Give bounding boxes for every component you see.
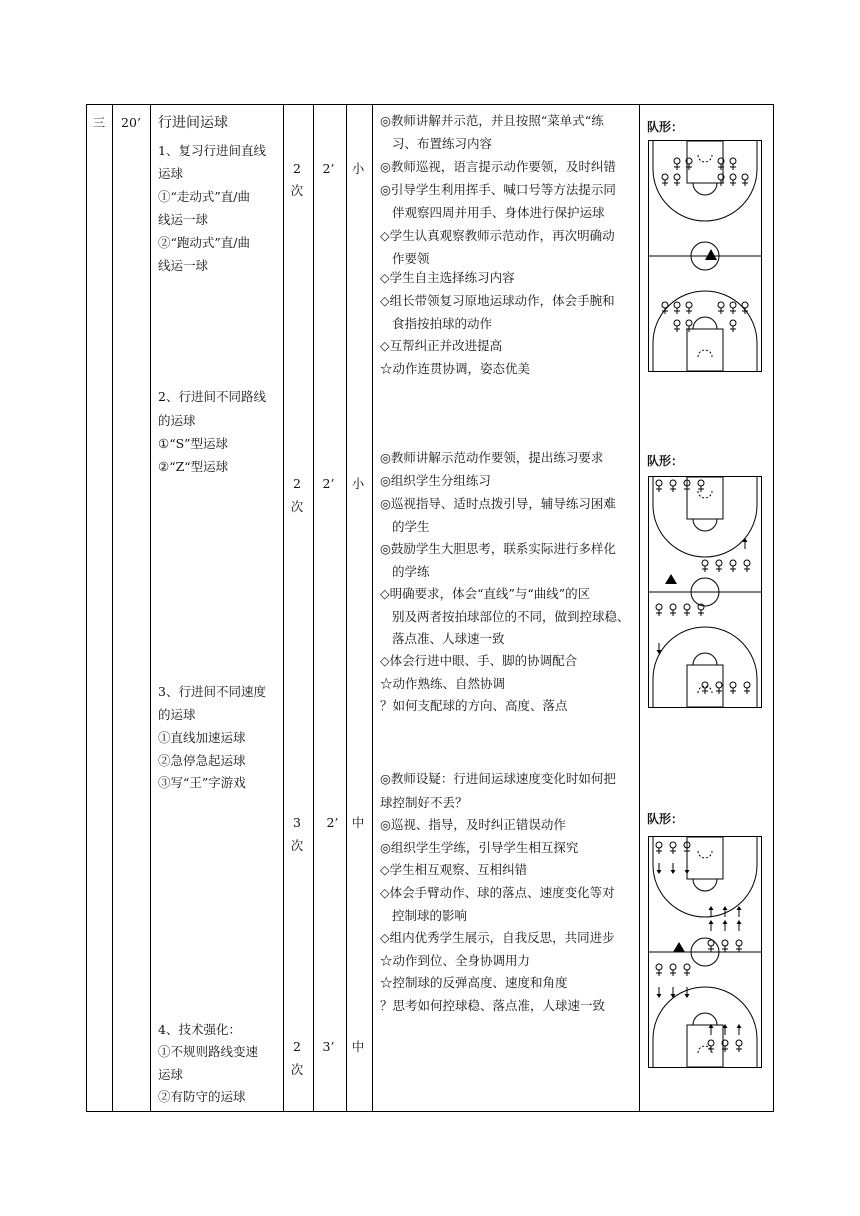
activity-line: ◎巡视指导、适时点拨引导，辅导练习困难 [380,496,616,511]
section-number: 三 [92,115,106,130]
column-divider [639,105,640,1111]
content-line: 的运球 [158,707,196,722]
part1-intensity: 小 [351,161,365,176]
movement-arrow-icon [657,863,742,1035]
part4-count-unit: 次 [290,1062,304,1077]
part1-duration: 2’ [322,161,335,176]
part2-intensity: 小 [351,476,365,491]
part4-duration: 3’ [322,1039,335,1054]
part2-count-unit: 次 [290,499,304,514]
column-divider [372,105,373,1111]
basketball-court-icon [649,141,761,371]
activity-line: ◎教师讲解示范动作要领，提出练习要求 [380,450,604,465]
content-line: 4、技术强化： [158,1022,241,1037]
column-divider [313,105,314,1111]
activity-line: 伴观察四周并用手、身体进行保护运球 [392,205,605,220]
activity-line: ◇互帮纠正并改进提高 [380,338,503,353]
basketball-court-icon [649,477,761,707]
content-line: 线运一球 [158,258,209,273]
activity-line: ◎巡视、指导，及时纠正错误动作 [380,817,566,832]
content-line: 运球 [158,1067,184,1082]
activity-line: 的学练 [392,564,430,579]
content-line: ②有防守的运球 [158,1089,246,1104]
activity-line: ◎组织学生学练，引导学生相互探究 [380,840,579,855]
activity-line: ☆动作连贯协调，姿态优美 [380,361,531,376]
part2-formation-label: 队形： [647,454,684,468]
activity-line: ◎鼓励学生大胆思考，联系实际进行多样化 [380,541,616,556]
activity-line: ◇学生相互观察、互相纠错 [380,862,528,877]
part3-intensity: 中 [351,815,365,830]
section-title: 行进间运球 [158,115,228,131]
formation-diagram-3 [648,836,762,1068]
content-line: 的运球 [158,413,196,428]
content-line: ②“Z“型运球 [158,459,229,474]
activity-line: ◇学生自主选择练习内容 [380,270,515,285]
activity-line: ◇组长带领复习原地运球动作，体会手腕和 [380,293,615,308]
content-line: 3、行进间不同速度 [158,684,266,699]
content-line: 1、复习行进间直线 [158,143,266,158]
activity-line: 落点准、人球速一致 [392,631,505,646]
activity-line: 食指按拍球的动作 [392,316,493,331]
column-divider [150,105,151,1111]
part4-count-number: 2 [293,1039,301,1054]
teacher-triangle-icon [705,249,717,260]
part3-duration: 2’ [326,815,339,830]
activity-line: ◎引导学生利用挥手、喊口号等方法提示同 [380,182,616,197]
activity-line: ◎组织学生分组练习 [380,473,491,488]
content-line: ②急停急起运球 [158,753,246,768]
activity-line: ？如何支配球的方向、高度、落点 [380,698,568,713]
activity-line: ？思考如何控球稳、落点准，人球速一致 [380,998,606,1013]
activity-line: 作要领 [392,251,430,266]
content-line: 线运一球 [158,212,209,227]
basketball-court-icon [649,837,761,1067]
student-figure-icon [662,158,748,332]
formation-diagram-1 [648,140,762,372]
teacher-triangle-icon [673,942,685,952]
activity-line: ◎教师巡视，语言提示动作要领，及时纠错 [380,159,616,174]
part1-formation-label: 队形： [647,120,684,134]
teacher-triangle-icon [665,574,677,584]
activity-line: 球控制好不丢？ [380,795,468,810]
content-line: ①“S”型运球 [158,436,229,451]
section-time: 20’ [121,115,141,130]
column-divider [283,105,284,1111]
content-line: ②“跑动式”直/曲 [158,235,250,250]
student-figure-icon [656,842,742,1052]
column-divider [112,105,113,1111]
student-figure-icon [656,480,750,694]
part3-count-unit: 次 [290,838,304,853]
activity-line: 习、布置练习内容 [392,136,493,151]
formation-diagram-2 [648,476,762,708]
activity-line: ☆控制球的反弹高度、速度和角度 [380,975,568,990]
activity-line: ◇学生认真观察教师示范动作，再次明确动 [380,228,615,243]
movement-arrow-icon [657,538,748,654]
part4-intensity: 中 [351,1039,365,1054]
part2-duration: 2’ [322,476,335,491]
content-line: ①不规则路线变速 [158,1044,259,1059]
content-line: ①“走动式”直/曲 [158,189,250,204]
activity-line: ☆动作到位、全身协调用力 [380,953,531,968]
part3-count-number: 3 [293,815,301,830]
activity-line: ◎教师设疑：行进间运球速度变化时如何把 [380,771,616,786]
activity-line: ☆动作熟练、自然协调 [380,676,506,691]
activity-line: ◎教师讲解并示范，并且按照“菜单式“练 [380,113,604,128]
part3-formation-label: 队形： [647,812,684,826]
column-divider [346,105,347,1111]
part1-count-number: 2 [293,161,301,176]
part2-count-number: 2 [293,476,301,491]
activity-line: ◇明确要求，体会“直线”与“曲线”的区 [380,586,591,601]
activity-line: ◇体会手臂动作、球的落点、速度变化等对 [380,885,615,900]
activity-line: 别及两者按拍球部位的不同，做到控球稳、 [392,609,630,624]
part1-count-unit: 次 [290,183,304,198]
activity-line: 的学生 [392,519,430,534]
content-line: 2、行进间不同路线 [158,389,266,404]
content-line: 运球 [158,166,184,181]
content-line: ③写“王”字游戏 [158,775,246,790]
activity-line: ◇体会行进中眼、手、脚的协调配合 [380,653,578,668]
activity-line: 控制球的影响 [392,908,468,923]
activity-line: ◇组内优秀学生展示，自我反思，共同进步 [380,930,615,945]
content-line: ①直线加速运球 [158,730,246,745]
